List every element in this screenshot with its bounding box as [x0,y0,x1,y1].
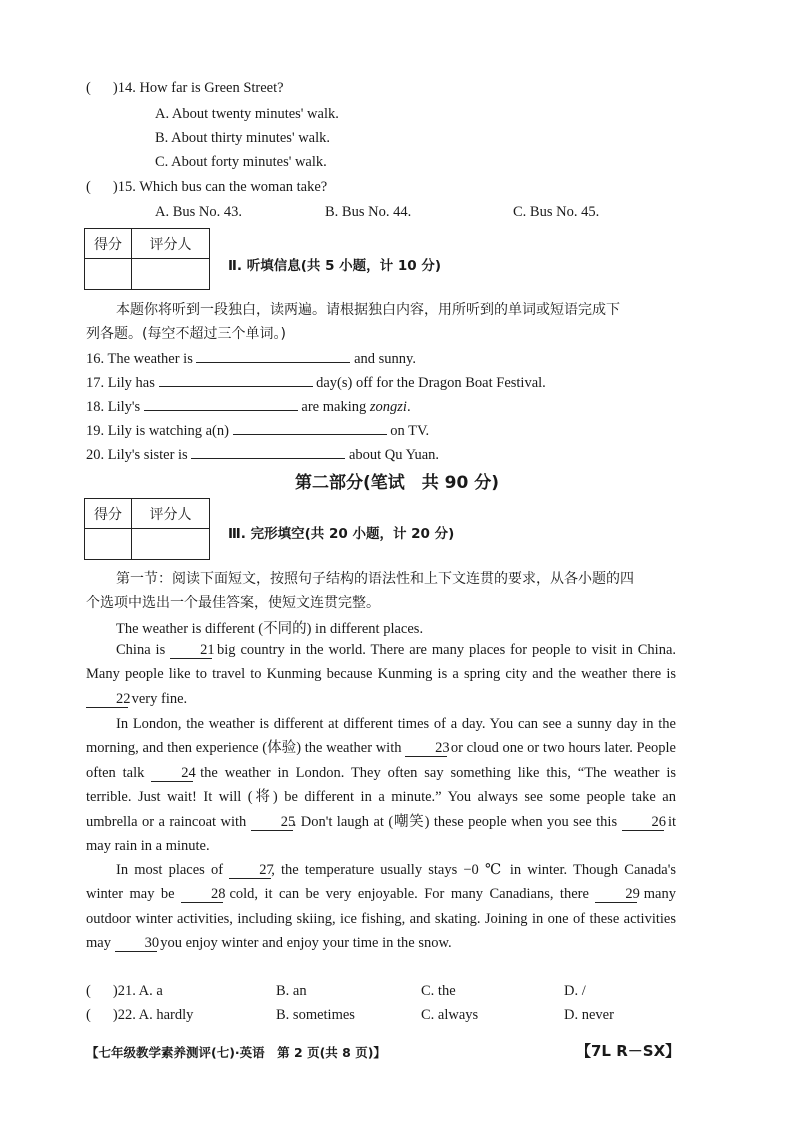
answer-paren[interactable]: ( ) [86,983,118,999]
blank-23[interactable]: 23 [405,741,447,757]
section-2-instructions: 本题你将听到一段独白，读两遍。请根据独白内容，用所听到的单词或短语完成下 [116,302,620,318]
section-2-instructions-2: 列各题。(每空不超过三个单词。) [86,326,286,342]
answer-paren[interactable]: ( ) [86,1007,118,1023]
answer-paren[interactable]: ( ) [86,80,118,96]
option-a[interactable]: 21. A. a [117,983,163,999]
answer-blank[interactable] [144,396,298,411]
item-17: 17. Lily has day(s) off for the Dragon Boat Festival. [86,372,546,392]
option-c[interactable]: C. Bus No. 45. [513,204,600,220]
blank-24[interactable]: 24 [151,766,193,782]
footer-code: 【7L R－SX】 [576,1042,681,1060]
question-text: How far is Green Street? [139,80,284,96]
passage-paragraph-3: In most places of 27, the temperature usually stays −0 ℃ in winter. Though Canada's winter may be 28 cold, it can be very enjoyable. For many Canadians, there 29 many outdoor winter activities, including skiing, ice fishing, and skating. Joining in one of these activities may 30 you enjoy winter and enjoy your time in the snow. [86,862,677,952]
blank-21[interactable]: 21 [170,643,212,659]
answer-blank[interactable] [196,348,350,363]
option-b[interactable]: B. About thirty minutes' walk. [155,130,330,146]
part-2-title: 第二部分(笔试 共 90 分) [294,473,500,493]
question-21 [86,983,163,1000]
score-table [84,498,210,560]
option-b[interactable]: B. Bus No. 44. [325,204,412,220]
grader-label: 评分人 [132,229,210,259]
option-d[interactable]: D. never [564,1007,614,1023]
blank-25[interactable]: 25 [251,815,293,831]
score-label: 得分 [85,499,132,529]
item-16: 16. The weather is and sunny. [86,348,416,368]
question-number: 14. [117,80,136,96]
option-c[interactable]: C. About forty minutes' walk. [155,154,327,170]
option-b[interactable]: B. an [276,983,307,999]
option-c[interactable]: C. always [421,1007,479,1023]
score-table [84,228,210,290]
blank-27[interactable]: 27 [229,863,271,879]
section-3-intro: 第一节：阅读下面短文，按照句子结构的语法性和上下文连贯的要求，从各小题的四 [116,571,634,587]
option-b[interactable]: B. sometimes [276,1007,355,1023]
passage-title: The weather is different (不同的) in different places. [116,621,424,637]
blank-30[interactable]: 30 [115,936,157,952]
blank-26[interactable]: 26 [622,815,664,831]
blank-28[interactable]: 28 [181,887,223,903]
grader-cell[interactable] [132,529,210,560]
section-2-title: Ⅱ. 听填信息(共 5 小题，计 10 分) [228,258,442,274]
score-cell[interactable] [85,259,132,290]
grader-cell[interactable] [132,259,210,290]
option-a[interactable]: A. About twenty minutes' walk. [155,106,339,122]
passage-paragraph-1: China is 21 big country in the world. There are many places for people to visit in China. Many people like to travel to Kunming because Kunming is a spring city and the weather there is 22 very fine. [86,642,677,707]
section-3-intro-2: 个选项中选出一个最佳答案，使短文连贯完整。 [86,595,380,611]
question-15 [86,179,327,196]
question-number: 15. [117,179,136,195]
blank-22[interactable]: 22 [86,692,128,708]
item-18: 18. Lily's are making zongzi. [86,396,411,416]
section-3-title: Ⅲ. 完形填空(共 20 小题，计 20 分) [228,526,455,542]
question-22 [86,1007,193,1024]
blank-29[interactable]: 29 [595,887,637,903]
item-20: 20. Lily's sister is about Qu Yuan. [86,444,439,464]
option-a[interactable]: A. Bus No. 43. [155,204,243,220]
answer-blank[interactable] [233,420,387,435]
answer-paren[interactable]: ( ) [86,179,118,195]
answer-blank[interactable] [159,372,313,387]
answer-blank[interactable] [191,444,345,459]
footer-page-info: 【七年级教学素养测评(七)·英语 第 2 页(共 8 页)】 [86,1045,386,1060]
score-label: 得分 [85,229,132,259]
passage-paragraph-2: In London, the weather is different at different times of a day. You can see a sunny day in the morning, and then experience (体验) the weather with 23 or cloud one or two hours later. People often talk 24 the weather in London. They often say something like this, “The weather is terrible. Just wait! It will (将) be different in a minute.” You always see some people take an umbrella or a raincoat with 25. Don't laugh at (嘲笑) these people when you see this 26 it may rain in a minute. [86,716,677,855]
option-d[interactable]: D. / [564,983,586,999]
option-c[interactable]: C. the [421,983,456,999]
question-14 [86,80,284,97]
option-a[interactable]: 22. A. hardly [117,1007,194,1023]
question-text: Which bus can the woman take? [139,179,328,195]
item-19: 19. Lily is watching a(n) on TV. [86,420,429,440]
score-cell[interactable] [85,529,132,560]
grader-label: 评分人 [132,499,210,529]
